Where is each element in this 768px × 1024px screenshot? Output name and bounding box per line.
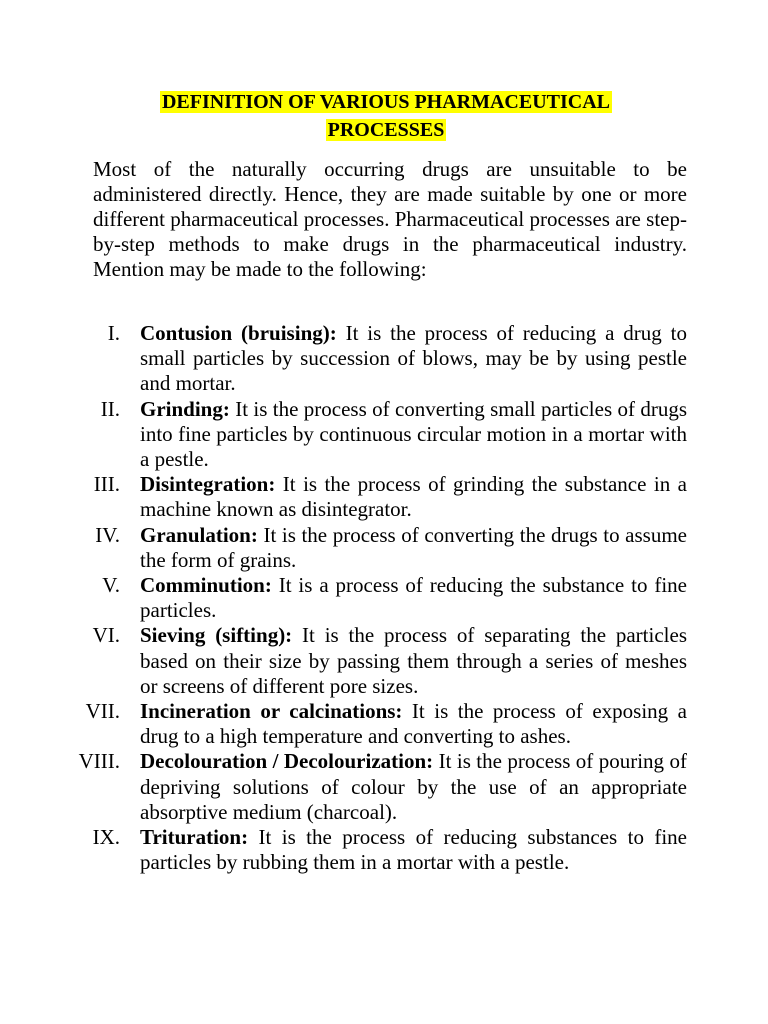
process-item-contusion bbox=[60, 321, 687, 397]
process-item-granulation bbox=[60, 523, 687, 573]
title-line-1: DEFINITION OF VARIOUS PHARMACEUTICAL bbox=[161, 91, 611, 113]
process-definition: It is a process of reducing the substance to fine particles. bbox=[140, 573, 687, 623]
title-line-2: PROCESSES bbox=[327, 119, 445, 141]
document-title bbox=[80, 88, 692, 144]
process-term: Grinding: bbox=[140, 396, 230, 421]
process-term: Incineration or calcinations: bbox=[140, 699, 403, 724]
process-definition: It is the process of converting small particles of drugs into fine particles by continuous circular motion in a mortar with a pestle. bbox=[140, 396, 687, 472]
list-numeral: II. bbox=[100, 396, 120, 421]
process-item-grinding bbox=[60, 397, 687, 473]
list-numeral: IV. bbox=[95, 522, 120, 547]
list-numeral: I. bbox=[107, 321, 120, 345]
process-term: Contusion (bruising): bbox=[140, 321, 337, 345]
list-numeral: V. bbox=[102, 573, 120, 598]
process-item-incineration bbox=[60, 699, 687, 749]
process-item-trituration bbox=[60, 825, 687, 875]
process-term: Disintegration: bbox=[140, 472, 276, 497]
process-term: Decolouration / Decolourization: bbox=[140, 749, 434, 774]
list-numeral: VI. bbox=[92, 623, 120, 648]
process-item-disintegration bbox=[60, 472, 687, 522]
process-definition: It is the process of reducing a drug to small particles by succession of blows, may be by using pestle and mortar. bbox=[140, 321, 687, 396]
list-numeral: VII. bbox=[85, 699, 120, 724]
process-term: Granulation: bbox=[140, 522, 258, 547]
intro-paragraph: Most of the naturally occurring drugs are unsuitable to be administered directly. Hence, they are made suitable by one or more different pharmaceutical processes. Pharmaceutical processes are step-by-step methods to make drugs in the pharmaceutical industry. Mention may be made to the following: bbox=[93, 157, 687, 281]
list-numeral: IX. bbox=[92, 825, 120, 850]
process-item-comminution bbox=[60, 573, 687, 623]
process-definition: It is the process of separating the particles based on their size by passing them through a series of meshes or screens of different pore sizes. bbox=[140, 623, 687, 698]
process-definition: It is the process of converting the drugs to assume the form of grains. bbox=[140, 522, 687, 572]
process-list bbox=[60, 321, 687, 875]
process-definition: It is the process of pouring of depriving solutions of colour by the use of an appropriate absorptive medium (charcoal). bbox=[140, 749, 687, 824]
process-term: Sieving (sifting): bbox=[140, 623, 293, 648]
process-term: Comminution: bbox=[140, 573, 272, 598]
process-definition: It is the process of exposing a drug to a high temperature and converting to ashes. bbox=[140, 699, 687, 749]
process-item-decolouration bbox=[60, 749, 687, 825]
process-definition: It is the process of grinding the substance in a machine known as disintegrator. bbox=[140, 472, 687, 522]
list-numeral: VIII. bbox=[78, 749, 120, 774]
process-item-sieving bbox=[60, 623, 687, 699]
process-term: Trituration: bbox=[140, 825, 249, 850]
list-numeral: III. bbox=[93, 472, 120, 497]
process-definition: It is the process of reducing substances to fine particles by rubbing them in a mortar with a pestle. bbox=[140, 825, 687, 875]
